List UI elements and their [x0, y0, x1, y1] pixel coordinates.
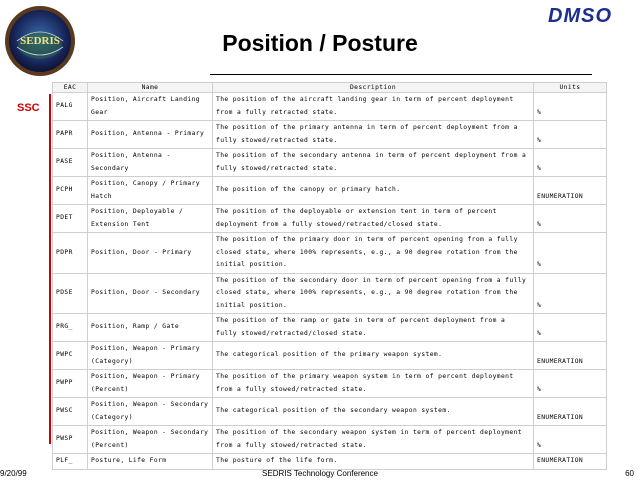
ssc-label: SSC: [17, 102, 40, 114]
cell-code: PALG: [53, 93, 88, 121]
cell-code: PWSC: [53, 398, 88, 426]
cell-code: PAPR: [53, 121, 88, 149]
cell-units: %: [534, 205, 607, 233]
col-header-description: Description: [213, 83, 534, 93]
page-title: Position / Posture: [222, 30, 418, 56]
cell-description: The categorical position of the primary weapon system.: [213, 342, 534, 370]
cell-description: The position of the aircraft landing gear in term of percent deployment from a fully retracted state.: [213, 93, 534, 121]
col-header-name: Name: [88, 83, 213, 93]
cell-description: The position of the secondary door in term of percent opening from a fully closed state, where 100% represents, e.g., a 90 degree rotation from the initial position.: [213, 273, 534, 314]
cell-description: The position of the primary antenna in term of percent deployment from a fully stowed/retracted state.: [213, 121, 534, 149]
table-row: [53, 398, 607, 426]
cell-name: Position, Door - Primary: [88, 233, 213, 274]
cell-code: PCPH: [53, 177, 88, 205]
table-row: [53, 149, 607, 177]
dmso-logo: DMSO: [548, 5, 612, 27]
cell-name: Posture, Life Form: [88, 454, 213, 470]
footer-date: 9/20/99: [0, 469, 27, 478]
cell-code: PWPP: [53, 370, 88, 398]
cell-code: PDPR: [53, 233, 88, 274]
cell-code: PDSE: [53, 273, 88, 314]
table-header-row: [53, 83, 607, 93]
footer-conference: SEDRIS Technology Conference: [262, 469, 378, 478]
cell-name: Position, Weapon - Primary (Category): [88, 342, 213, 370]
cell-description: The position of the secondary antenna in term of percent deployment from a fully stowed/retracted state.: [213, 149, 534, 177]
cell-name: Position, Weapon - Primary (Percent): [88, 370, 213, 398]
eac-table: [52, 82, 607, 470]
cell-units: %: [534, 93, 607, 121]
table-row: [53, 273, 607, 314]
cell-units: %: [534, 121, 607, 149]
table-row: [53, 426, 607, 454]
cell-description: The position of the canopy or primary hatch.: [213, 177, 534, 205]
table-row: [53, 454, 607, 470]
cell-name: Position, Canopy / Primary Hatch: [88, 177, 213, 205]
cell-units: ENUMERATION: [534, 177, 607, 205]
cell-code: PLF_: [53, 454, 88, 470]
table-row: [53, 121, 607, 149]
table-row: [53, 93, 607, 121]
footer-page-number: 60: [625, 469, 634, 478]
cell-code: PRG_: [53, 314, 88, 342]
cell-units: %: [534, 426, 607, 454]
cell-description: The position of the primary weapon system in term of percent deployment from a fully stowed/retracted state.: [213, 370, 534, 398]
cell-units: %: [534, 370, 607, 398]
cell-description: The position of the secondary weapon system in term of percent deployment from a fully stowed/retracted state.: [213, 426, 534, 454]
table-row: [53, 342, 607, 370]
cell-code: PWPC: [53, 342, 88, 370]
cell-name: Position, Weapon - Secondary (Category): [88, 398, 213, 426]
cell-description: The posture of the life form.: [213, 454, 534, 470]
table-row: [53, 233, 607, 274]
cell-description: The categorical position of the secondary weapon system.: [213, 398, 534, 426]
col-header-units: Units: [534, 83, 607, 93]
cell-description: The position of the deployable or extension tent in term of percent deployment from a fully stowed/retracted/closed state.: [213, 205, 534, 233]
cell-description: The position of the primary door in term of percent opening from a fully closed state, where 100% represents, e.g., a 90 degree rotation from the initial position.: [213, 233, 534, 274]
cell-code: PDET: [53, 205, 88, 233]
cell-name: Position, Deployable / Extension Tent: [88, 205, 213, 233]
table-row: [53, 370, 607, 398]
cell-code: PASE: [53, 149, 88, 177]
cell-units: ENUMERATION: [534, 398, 607, 426]
cell-units: ENUMERATION: [534, 342, 607, 370]
cell-name: Position, Weapon - Secondary (Percent): [88, 426, 213, 454]
cell-units: %: [534, 273, 607, 314]
cell-units: %: [534, 314, 607, 342]
cell-description: The position of the ramp or gate in term of percent deployment from a fully stowed/retracted/closed state.: [213, 314, 534, 342]
cell-name: Position, Antenna - Secondary: [88, 149, 213, 177]
title-rule: [210, 74, 592, 75]
table-row: [53, 177, 607, 205]
ssc-bar: [49, 94, 51, 444]
col-header-eac: EAC: [53, 83, 88, 93]
cell-name: Position, Ramp / Gate: [88, 314, 213, 342]
cell-units: %: [534, 149, 607, 177]
cell-code: PWSP: [53, 426, 88, 454]
cell-name: Position, Antenna - Primary: [88, 121, 213, 149]
table-row: [53, 314, 607, 342]
cell-name: Position, Door - Secondary: [88, 273, 213, 314]
table-row: [53, 205, 607, 233]
cell-units: %: [534, 233, 607, 274]
cell-name: Position, Aircraft Landing Gear: [88, 93, 213, 121]
cell-units: ENUMERATION: [534, 454, 607, 470]
seal-text: SEDRIS: [20, 35, 60, 47]
